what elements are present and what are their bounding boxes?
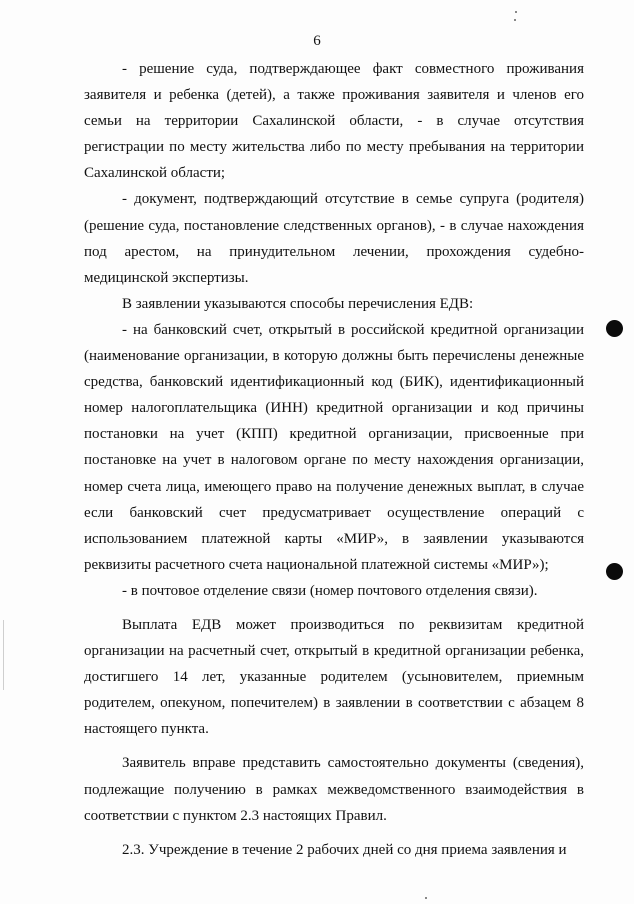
document-body (84, 56, 584, 863)
paragraph-court-decision: - решение суда, подтверждающее факт совместного проживания заявителя и ребенка (детей), а также проживания заявителя и членов его семьи на территории Сахалинской области, - в случае отсутствия регистрации по месту жительства либо по месту пребывания на территории Сахалинской области; (84, 61, 584, 182)
punch-hole-bottom (606, 563, 623, 580)
page-number: 6 (313, 33, 321, 49)
paragraph-2-3: 2.3. Учреждение в течение 2 рабочих дней со дня приема заявления и (122, 841, 567, 858)
scan-speck (515, 11, 517, 13)
paragraph-payment-methods-intro: В заявлении указываются способы перечисления ЕДВ: (122, 295, 474, 312)
scan-speck (425, 897, 427, 899)
paragraph-applicant-right: Заявитель вправе представить самостоятельно документы (сведения), подлежащие получению в рамках межведомственного взаимодействия в соответствии с пунктом 2.3 настоящих Правил. (84, 755, 584, 824)
paragraph-spouse-absence-document: - документ, подтверждающий отсутствие в семье супруга (родителя) (решение суда, постановление следственных органов), - в случае нахождения под арестом, на принудительном лечении, прохождения судебно-медицинской экспертизы. (84, 191, 584, 286)
scan-speck (514, 19, 516, 21)
paragraph-post-office: - в почтовое отделение связи (номер почтового отделения связи). (122, 582, 538, 599)
paragraph-bank-account: - на банковский счет, открытый в российской кредитной организации (наименование организации, в которую должны быть перечислены денежные средства, банковский идентификационный код (БИК), идентификационный номер налогоплательщика (ИНН) кредитной организации и код причины постановки на учет (КПП) кредитной организации, присвоенные при постановке на учет в налоговом органе по месту нахождения организации, номер счета лица, имеющего право на получение денежных выплат, в случае если банковский счет предусматривает осуществление операций с использованием платежной карты «МИР», в заявлении указываются реквизиты расчетного счета национальной платежной системы «МИР»); (84, 321, 584, 573)
scan-edge-mark (3, 620, 4, 690)
paragraph-child-account-payment: Выплата ЕДВ может производиться по реквизитам кредитной организации на расчетный счет, открытый в кредитной организации ребенка, достигшего 14 лет, указанные родителем (усыновителем, приемным родителем, опекуном, попечителем) в заявлении в соответствии с абзацем 8 настоящего пункта. (84, 616, 584, 738)
punch-hole-top (606, 320, 623, 337)
